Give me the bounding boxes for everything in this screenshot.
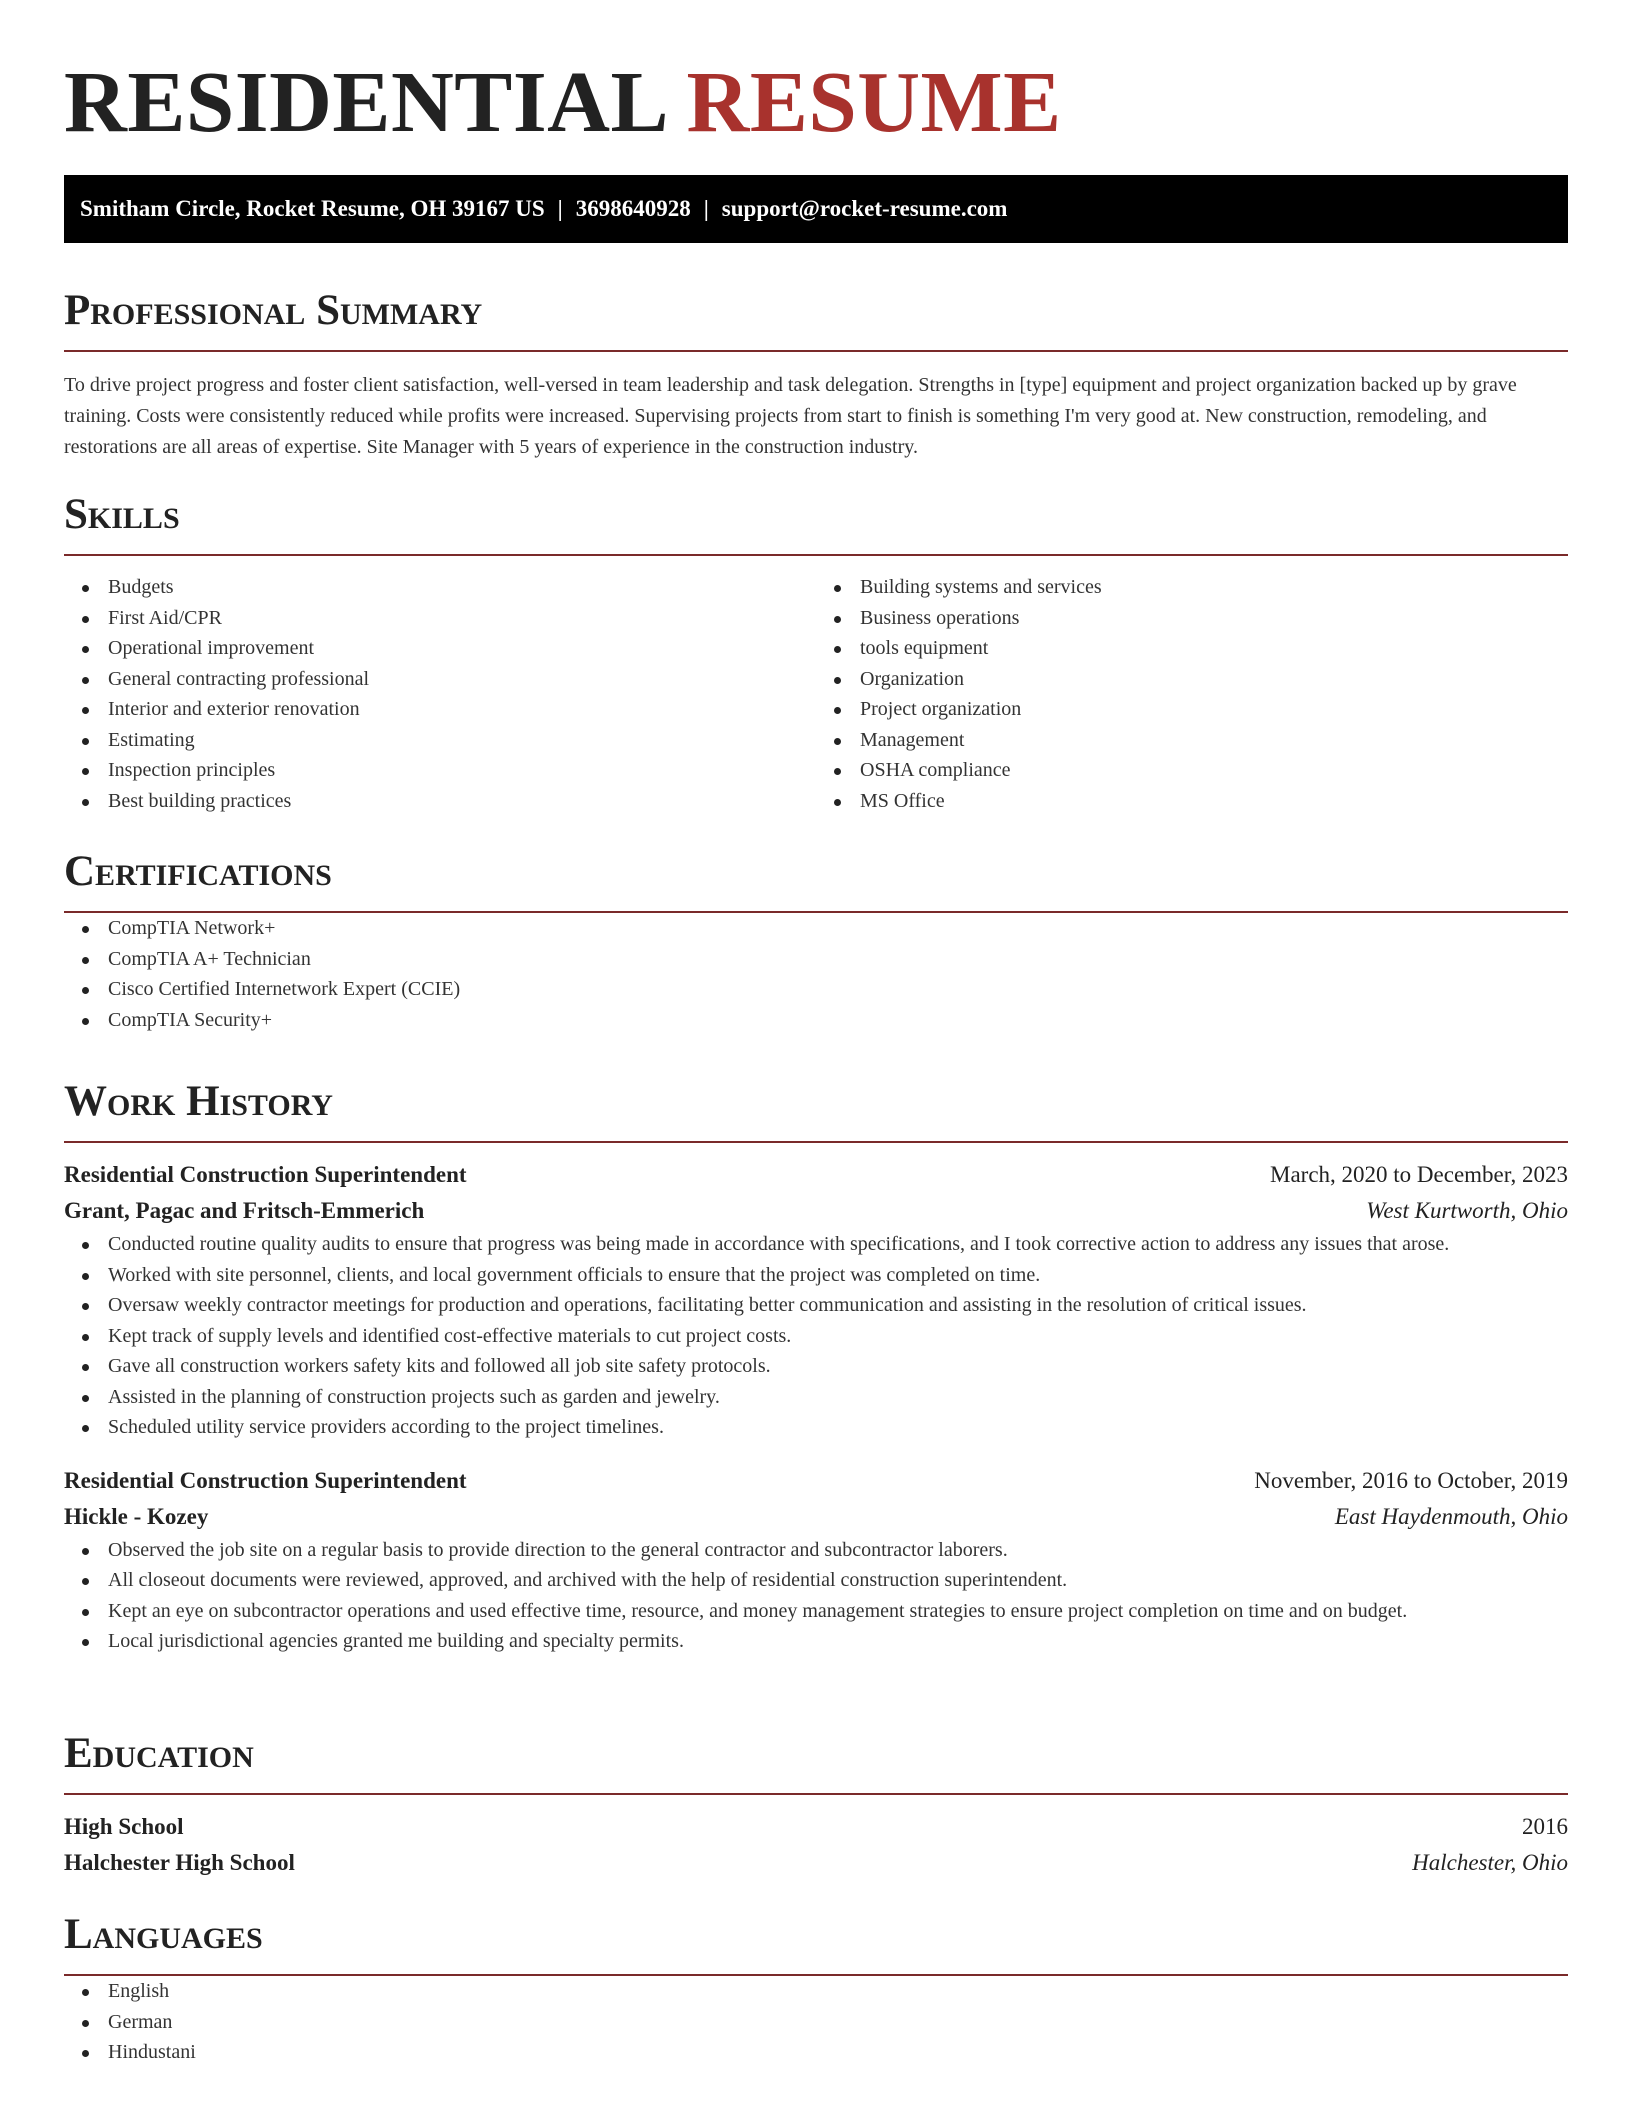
skills-column-left [64, 572, 816, 816]
job-duty: Kept track of supply levels and identified cost-effective materials to cut project costs. [64, 1321, 1568, 1352]
section-divider [64, 1141, 1568, 1143]
skills-list-left [64, 572, 816, 816]
skills-section [64, 490, 1568, 816]
certifications-section [64, 847, 1568, 1035]
job-title: Residential Construction Superintendent [64, 1467, 467, 1493]
job-duty: Scheduled utility service providers according to the project timelines. [64, 1412, 1568, 1443]
contact-email: support@rocket-resume.com [721, 196, 1008, 221]
education-entry [64, 1809, 1568, 1881]
job-header [64, 1157, 1568, 1193]
summary-text: To drive project progress and foster client satisfaction, well-versed in team leadership and task delegation. Strengths in [type] equipment and project organization backed up by grave training. Costs were consistently reduced while profits were increased. Supervising projects from start to finish is something I'm very good at. New construction, remodeling, and restorations are all areas of expertise. Site Manager with 5 years of experience in the construction industry. [64, 374, 1517, 458]
section-divider [64, 350, 1568, 352]
job-duties-list [64, 1535, 1568, 1657]
work-history-heading: Work History [64, 1078, 333, 1125]
skill-item: MS Office [816, 786, 1568, 817]
contact-phone: 3698640928 [575, 196, 691, 221]
languages-list [64, 1976, 1568, 2068]
skill-item: First Aid/CPR [64, 603, 816, 634]
education-section [64, 1729, 1568, 1881]
certification-item: Cisco Certified Internetwork Expert (CCIE) [64, 974, 1568, 1005]
job-title: Residential Construction Superintendent [64, 1162, 467, 1187]
education-heading: Education [64, 1730, 254, 1777]
education-location: Halchester, Ohio [1412, 1850, 1568, 1875]
skill-item: Operational improvement [64, 633, 816, 664]
job-duty: Worked with site personnel, clients, and local government officials to ensure that the project was completed on time. [64, 1260, 1568, 1291]
skills-column-right [816, 572, 1568, 816]
summary-heading: Professional Summary [64, 287, 483, 334]
job-location: West Kurtworth, Ohio [1366, 1198, 1568, 1223]
certification-item: CompTIA Network+ [64, 913, 1568, 944]
education-year: 2016 [1522, 1814, 1568, 1839]
skill-item: Budgets [64, 572, 816, 603]
job-location: East Haydenmouth, Ohio [1334, 1503, 1568, 1529]
job-duty: Kept an eye on subcontractor operations and used effective time, resource, and money management strategies to ensure project completion on time and on budget. [64, 1596, 1568, 1627]
job-header [64, 1463, 1568, 1499]
language-item: German [64, 2007, 1568, 2038]
skill-item: Building systems and services [816, 572, 1568, 603]
languages-heading: Languages [64, 1911, 263, 1958]
skill-item: Best building practices [64, 786, 816, 817]
section-divider [64, 554, 1568, 556]
section-divider [64, 1793, 1568, 1795]
contact-bar [64, 175, 1568, 243]
job-duty: Observed the job site on a regular basis to provide direction to the general contractor and subcontractor laborers. [64, 1535, 1568, 1566]
contact-address: Smitham Circle, Rocket Resume, OH 39167 US [80, 196, 545, 221]
skill-item: Management [816, 725, 1568, 756]
job-company: Hickle - Kozey [64, 1503, 209, 1529]
language-item: English [64, 1976, 1568, 2007]
language-item: Hindustani [64, 2037, 1568, 2068]
resume-name [64, 0, 1568, 152]
job-subheader [64, 1499, 1568, 1535]
skill-item: Business operations [816, 603, 1568, 634]
job-dates: March, 2020 to December, 2023 [1270, 1162, 1568, 1187]
job-entry [64, 1463, 1568, 1657]
job-duty: Conducted routine quality audits to ensure that progress was being made in accordance with specifications, and I took corrective action to address any issues that arose. [64, 1229, 1568, 1260]
skill-item: Inspection principles [64, 755, 816, 786]
job-duties-list [64, 1229, 1568, 1443]
skill-item: Estimating [64, 725, 816, 756]
skill-item: OSHA compliance [816, 755, 1568, 786]
job-entry [64, 1157, 1568, 1443]
skill-item: tools equipment [816, 633, 1568, 664]
job-duty: Oversaw weekly contractor meetings for production and operations, facilitating better communication and assisting in the resolution of critical issues. [64, 1290, 1568, 1321]
skills-heading: Skills [64, 491, 180, 538]
contact-separator: | [557, 196, 563, 221]
skills-grid [64, 572, 1568, 816]
certification-item: CompTIA A+ Technician [64, 944, 1568, 975]
skills-list-right [816, 572, 1568, 816]
education-subheader [64, 1845, 1568, 1881]
summary-section [64, 286, 1568, 463]
job-duty: Assisted in the planning of construction projects such as garden and jewelry. [64, 1382, 1568, 1413]
job-company: Grant, Pagac and Fritsch-Emmerich [64, 1198, 425, 1223]
name-last: RESUME [686, 53, 1062, 150]
education-school: Halchester High School [64, 1850, 295, 1875]
skill-item: Organization [816, 664, 1568, 695]
skill-item: Interior and exterior renovation [64, 694, 816, 725]
certifications-heading: Certifications [64, 848, 332, 895]
education-header [64, 1809, 1568, 1845]
certification-item: CompTIA Security+ [64, 1005, 1568, 1036]
job-duty: All closeout documents were reviewed, approved, and archived with the help of residential construction superintendent. [64, 1565, 1568, 1596]
job-dates: November, 2016 to October, 2019 [1254, 1467, 1568, 1493]
job-duty: Gave all construction workers safety kits and followed all job site safety protocols. [64, 1351, 1568, 1382]
education-degree: High School [64, 1814, 184, 1839]
certifications-list [64, 913, 1568, 1035]
job-subheader [64, 1193, 1568, 1229]
job-duty: Local jurisdictional agencies granted me building and specialty permits. [64, 1626, 1568, 1657]
languages-section [64, 1910, 1568, 2068]
name-first: RESIDENTIAL [64, 53, 665, 150]
work-history-section [64, 1077, 1568, 1657]
skill-item: Project organization [816, 694, 1568, 725]
contact-separator: | [703, 196, 709, 221]
skill-item: General contracting professional [64, 664, 816, 695]
